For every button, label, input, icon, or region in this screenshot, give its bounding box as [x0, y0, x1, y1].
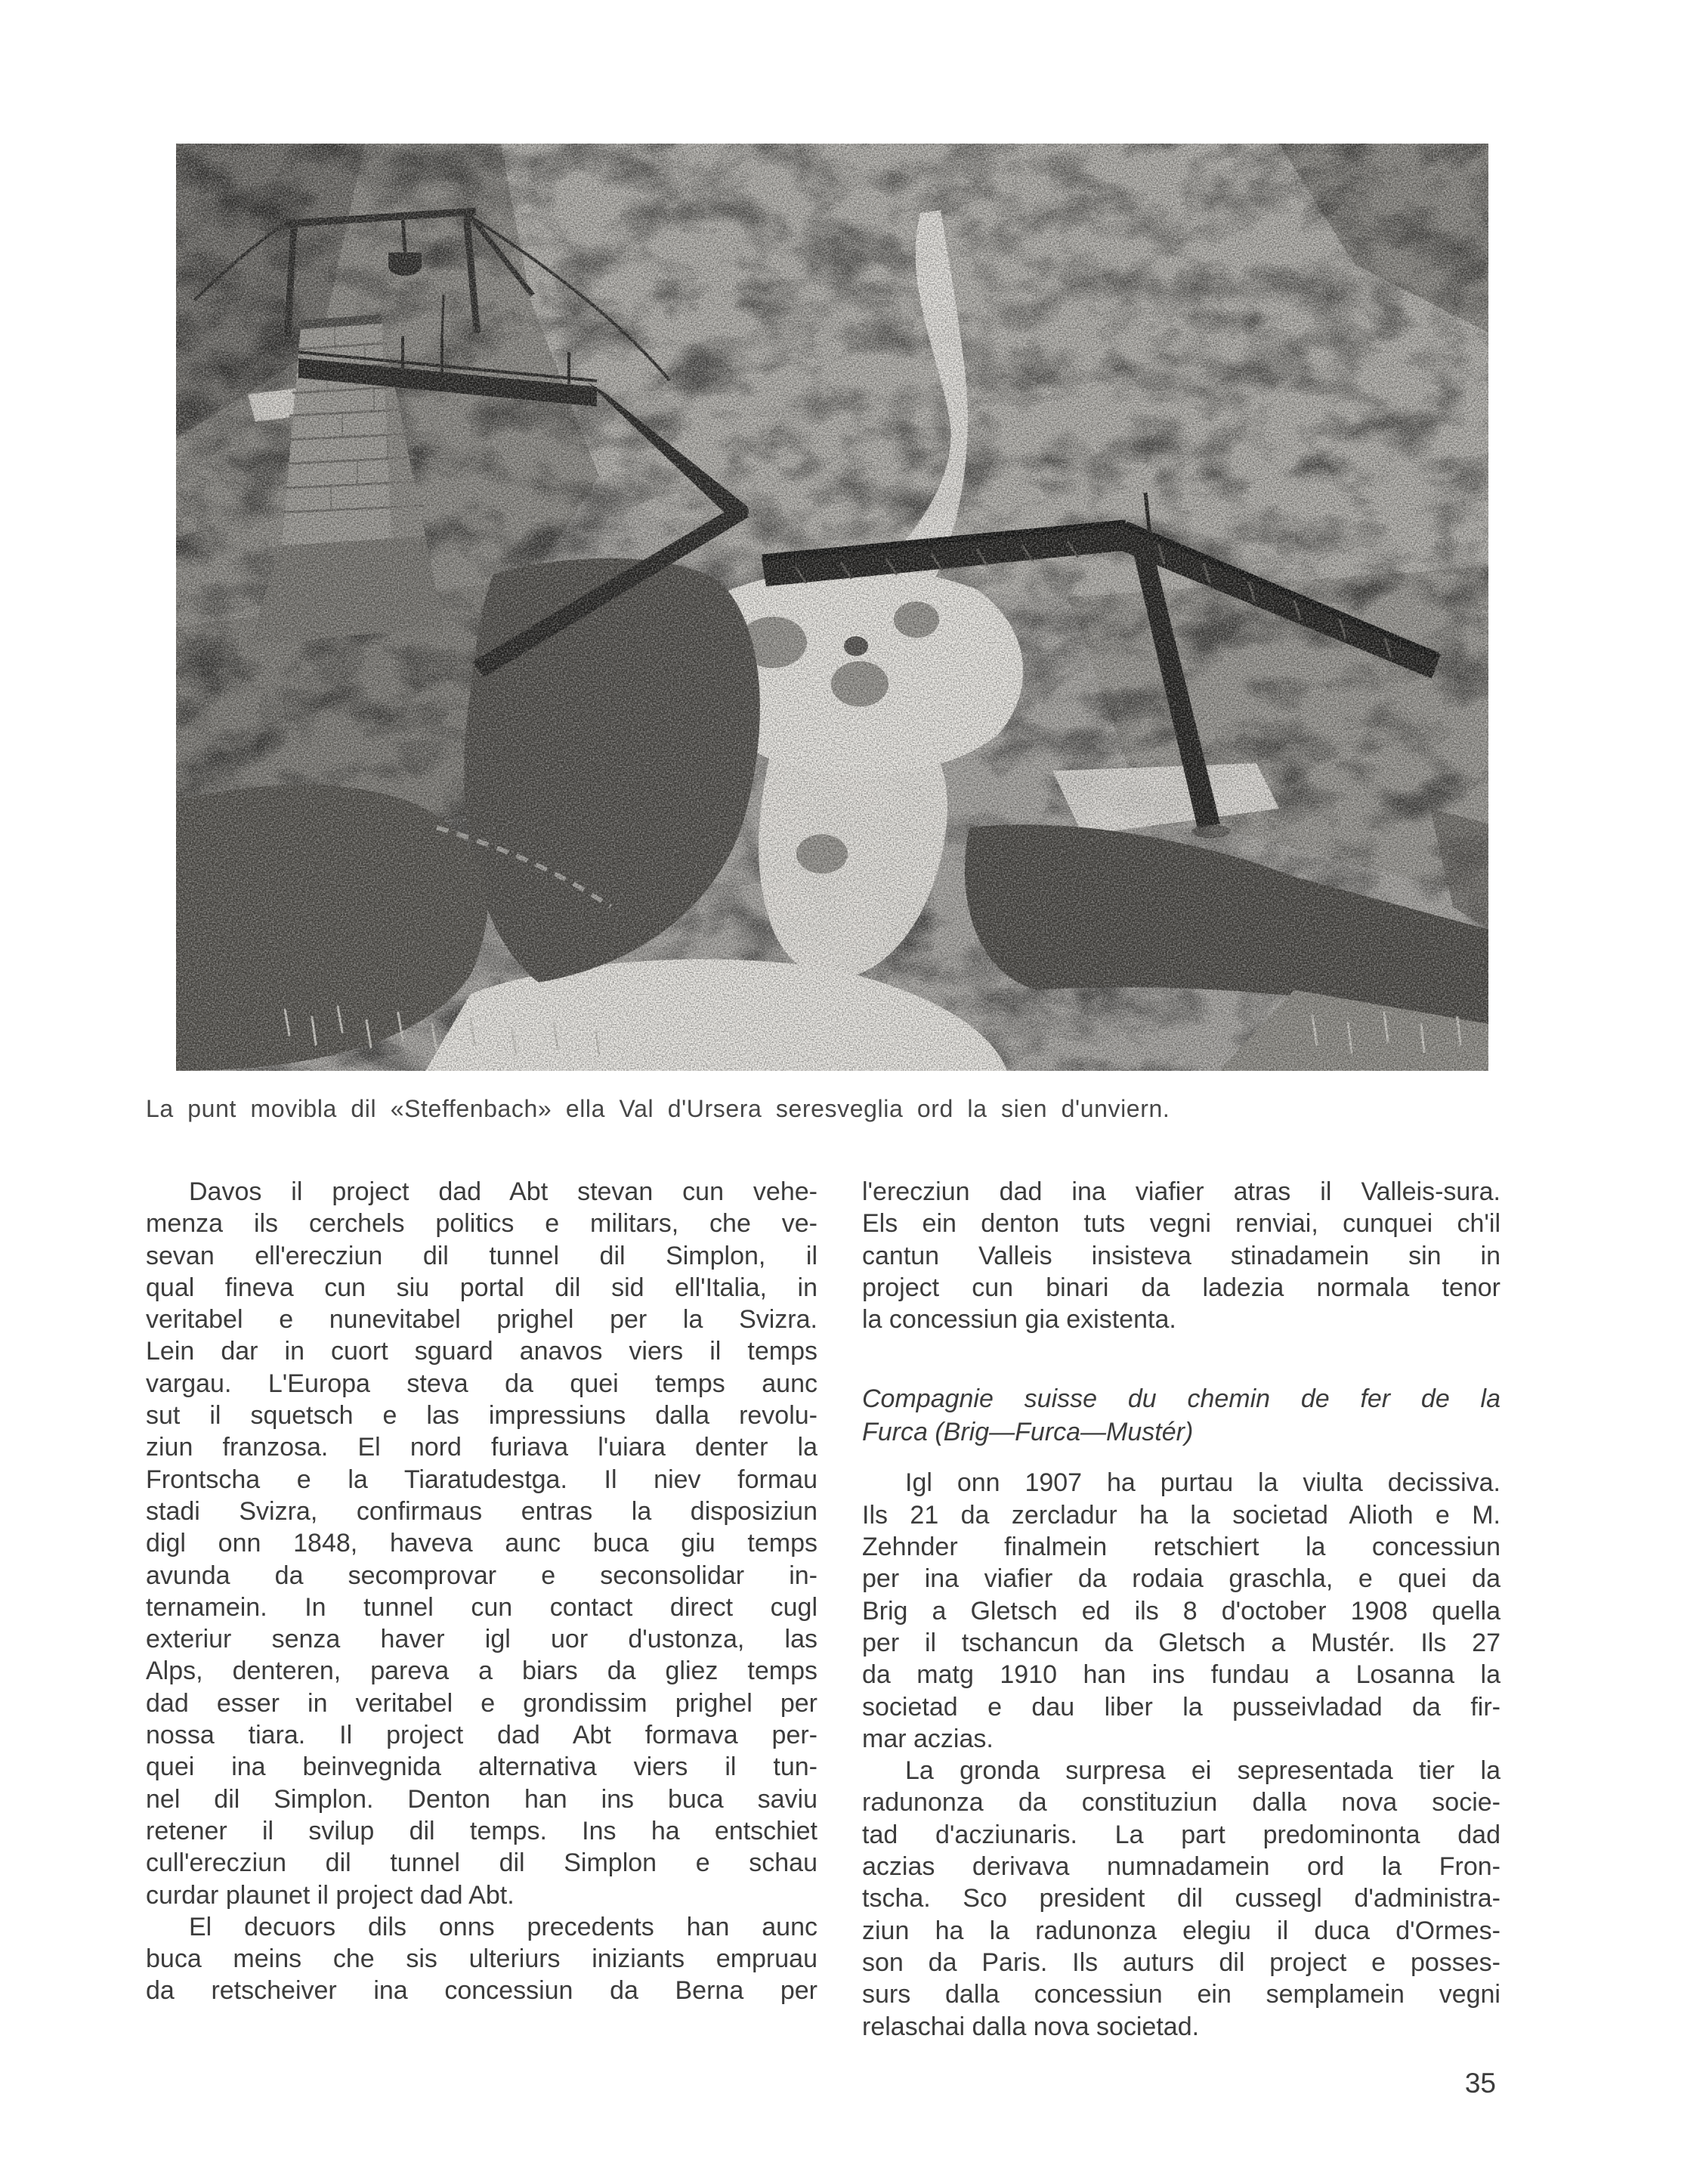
text-line: cull'erecziun dil tunnel dil Simplon e schau	[146, 1848, 817, 1878]
text-line: Frontscha e la Tiaratudestga. Il niev formau	[146, 1465, 817, 1494]
text-line: Ils 21 da zercladur ha la societad Alioth e M.	[862, 1500, 1500, 1530]
text-line: La gronda surpresa ei sepresentada tier la	[905, 1756, 1500, 1786]
text-line: Alps, denteren, pareva a biars da gliez temps	[146, 1657, 817, 1686]
photo-grain	[176, 144, 1488, 1071]
text-line: radunonza da constituziun dalla nova socie-	[862, 1788, 1500, 1817]
text-line: aczias derivava numnadamein ord la Fron-	[862, 1852, 1500, 1882]
text-line: exteriur senza haver igl uor d'ustonza, las	[146, 1625, 817, 1654]
text-line: son da Paris. Ils auturs dil project e posses-	[862, 1947, 1500, 1977]
text-line: ziun franzosa. El nord furiava l'uiara denter la	[146, 1433, 817, 1462]
text-line: Igl onn 1907 ha purtau la viulta decissiva.	[905, 1468, 1500, 1498]
text-line: retener il svilup dil temps. Ins ha entschiet	[146, 1816, 817, 1845]
text-line: societad e dau liber la pusseivladad da fir-	[862, 1692, 1500, 1722]
text-line: digl onn 1848, haveva aunc buca giu temps	[146, 1529, 817, 1558]
section-heading	[862, 1382, 1500, 1449]
text-line: da matg 1910 han ins fundau a Losanna la	[862, 1660, 1500, 1690]
text-line: curdar plaunet il project dad Abt.	[146, 1880, 515, 1910]
paragraph	[146, 1176, 817, 1911]
text-line: nossa tiara. Il project dad Abt formava per-	[146, 1721, 817, 1750]
text-line: vargau. L'Europa steva da quei temps aunc	[146, 1369, 817, 1398]
text-line: nel dil Simplon. Denton han ins buca saviu	[146, 1784, 817, 1814]
text-line: l'erecziun dad ina viafier atras il Valleis-sura.	[862, 1177, 1500, 1206]
text-line: Lein dar in cuort sguard anavos viers il temps	[146, 1337, 817, 1366]
text-line: quei ina beinvegnida alternativa viers il tun-	[146, 1752, 817, 1782]
column-left	[146, 1176, 817, 2007]
paragraph	[862, 1467, 1500, 1755]
text-line: Davos il project dad Abt stevan cun vehe-	[189, 1177, 817, 1206]
text-line: relaschai dalla nova societad.	[862, 2012, 1200, 2041]
paragraph	[862, 1755, 1500, 2043]
text-line: ternamein. In tunnel cun contact direct cugl	[146, 1592, 817, 1622]
text-line: surs dalla concessiun ein semplamein vegni	[862, 1980, 1500, 2009]
text-line: buca meins che sis ulteriurs iniziants empruau	[146, 1944, 817, 1974]
text-line: Brig a Gletsch ed ils 8 d'october 1908 quella	[862, 1596, 1500, 1626]
text-line: project cun binari da ladezia normala tenor	[862, 1273, 1500, 1302]
text-line: Els ein denton tuts vegni renviai, cunquei ch'il	[862, 1209, 1500, 1239]
text-line: dad esser in veritabel e grondissim prighel per	[146, 1688, 817, 1718]
text-line: sut il squetsch e las impressiuns dalla revolu-	[146, 1401, 817, 1431]
text-line: stadi Svizra, confirmaus entras la disposiziun	[146, 1496, 817, 1526]
text-line: qual fineva cun siu portal dil sid ell'Italia, in	[146, 1273, 817, 1302]
text-line: El decuors dils onns precedents han aunc	[189, 1912, 817, 1941]
text-line: per il tschancun da Gletsch a Mustér. Ils 27	[862, 1628, 1500, 1657]
text-line: la concessiun gia existenta.	[862, 1305, 1176, 1335]
text-line: ziun ha la radunonza elegiu il duca d'Ormes-	[862, 1916, 1500, 1945]
text-line: Furca (Brig—Furca—Mustér)	[862, 1418, 1194, 1447]
column-right	[862, 1176, 1500, 2043]
text-line: sevan ell'erecziun dil tunnel dil Simplon, il	[146, 1241, 817, 1270]
photo-caption: La punt movibla dil «Steffenbach» ella Val d'Ursera seresveglia ord la sien d'unviern.	[146, 1095, 1170, 1122]
text-line: avunda da secomprovar e seconsolidar in-	[146, 1561, 817, 1590]
text-line: menza ils cerchels politics e militars, che ve-	[146, 1209, 817, 1239]
bridge-photo	[176, 144, 1488, 1071]
page-number: 35	[1464, 2068, 1496, 2099]
text-line: Compagnie suisse du chemin de fer de la	[862, 1384, 1500, 1414]
text-line: veritabel e nunevitabel prighel per la Svizra.	[146, 1305, 817, 1335]
text-line: tscha. Sco president dil cussegl d'administra-	[862, 1884, 1500, 1913]
text-line: tad d'acziunaris. La part predominonta dad	[862, 1820, 1500, 1849]
text-line: cantun Valleis insisteva stinadamein sin in	[862, 1241, 1500, 1270]
paragraph	[146, 1911, 817, 2007]
text-line: Zehnder finalmein retschiert la concessiun	[862, 1533, 1500, 1562]
text-line: mar aczias.	[862, 1724, 994, 1753]
bridge-photo-svg	[176, 144, 1488, 1071]
text-line: da retscheiver ina concessiun da Berna per	[146, 1976, 817, 2006]
text-line: per ina viafier da rodaia graschla, e quei da	[862, 1564, 1500, 1594]
paragraph	[862, 1176, 1500, 1335]
